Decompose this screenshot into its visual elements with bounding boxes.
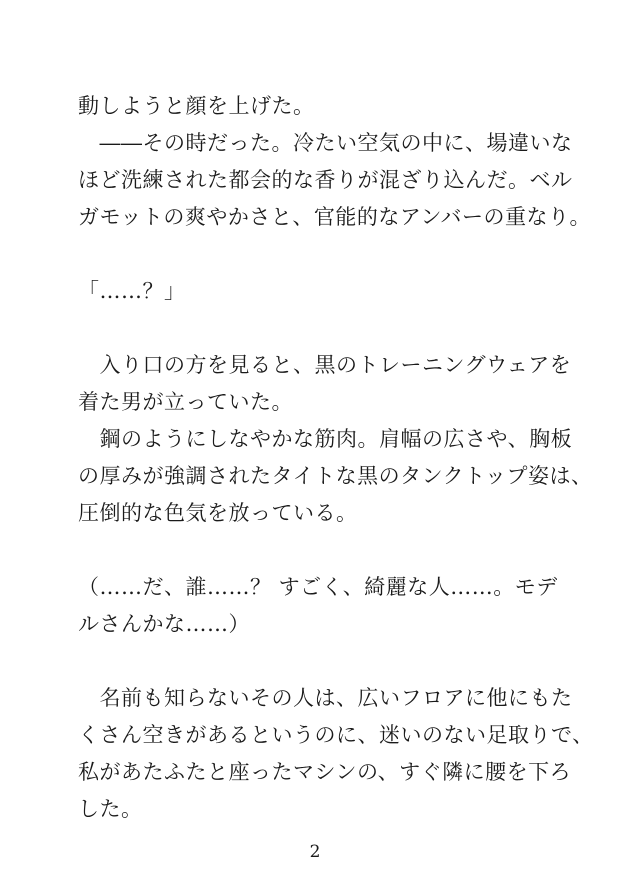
text-line: 名前も知らないその人は、広いフロアに他にもた <box>78 686 573 710</box>
text-line: ほど洗練された都会的な香りが混ざり込んだ。ベル <box>78 168 573 192</box>
text-line: 入り口の方を見ると、黒のトレーニングウェアを <box>78 353 572 377</box>
blank-line <box>78 643 578 680</box>
text-line: （……だ、誰……？ すごく、綺麗な人……。モデ <box>78 575 558 599</box>
blank-line <box>78 532 578 569</box>
text-line: の厚みが強調されたタイトな黒のタンクトップ姿は、 <box>78 464 593 488</box>
body-text <box>78 88 594 828</box>
text-line: 私があたふたと座ったマシンの、すぐ隣に腰を下ろ <box>78 760 572 784</box>
blank-line <box>78 236 578 273</box>
text-line: した。 <box>78 797 143 821</box>
text-line: くさん空きがあるというのに、迷いのない足取りで、 <box>78 723 594 747</box>
text-line: 着た男が立っていた。 <box>78 390 293 414</box>
text-line: 鋼のようにしなやかな筋肉。肩幅の広さや、胸板 <box>78 427 573 451</box>
text-line: 「……？」 <box>78 279 186 303</box>
text-line: 圧倒的な色気を放っている。 <box>78 501 358 525</box>
text-line: ガモットの爽やかさと、官能的なアンバーの重なり。 <box>78 205 592 229</box>
text-line: 動しようと顔を上げた。 <box>78 94 315 118</box>
page-number: 2 <box>309 842 321 862</box>
text-line: ――その時だった。冷たい空気の中に、場違いな <box>78 131 573 155</box>
blank-line <box>78 310 578 347</box>
text-line: ルさんかな……） <box>78 612 250 636</box>
